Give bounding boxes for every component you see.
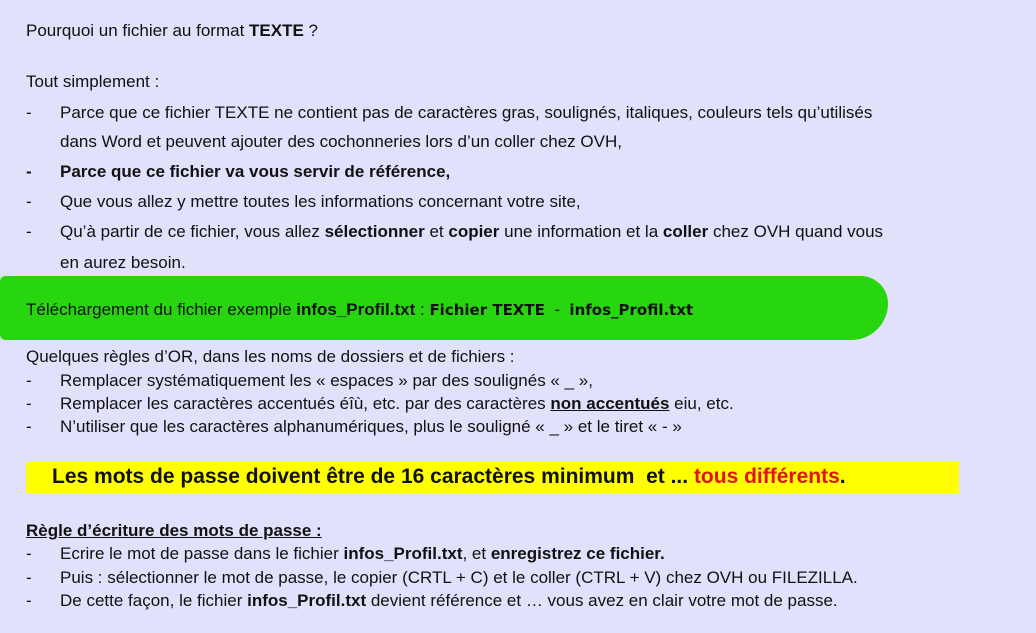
bullet-dash: - <box>26 103 32 122</box>
password-different: tous différents <box>693 465 840 488</box>
writing-2-text: Puis : sélectionner le mot de passe, le copier (CRTL + C) et le coller (CTRL + V) chez OVH ou FILEZILLA. <box>60 568 858 587</box>
reason-4-paste: coller <box>662 222 709 241</box>
writing-1-a: Ecrire le mot de passe dans le fichier <box>60 544 344 563</box>
password-main: Les mots de passe doivent être de 16 caractères minimum et ... <box>52 465 694 488</box>
download-prefix: Téléchargement du fichier exemple <box>26 300 297 319</box>
reason-4-copy: copier <box>448 222 500 241</box>
reason-4-a: Qu’à partir de ce fichier, vous allez <box>60 222 325 241</box>
reason-3-text: Que vous allez y mettre toutes les informations concernant votre site, <box>60 192 581 211</box>
rule-1-text: Remplacer systématiquement les « espaces » par des soulignés « _ », <box>60 371 593 390</box>
reason-4-line1 <box>60 222 883 242</box>
writing-3-text <box>60 591 838 611</box>
rule-2-c: eiu, etc. <box>669 394 734 413</box>
writing-heading: Règle d’écriture des mots de passe : <box>26 521 322 540</box>
writing-3-c: devient référence et … vous avez en clair votre mot de passe. <box>366 591 838 610</box>
bullet-dash: - <box>26 192 32 211</box>
reason-1-line2: dans Word et peuvent ajouter des cochonneries lors d’un coller chez OVH, <box>60 132 622 151</box>
download-link-profil[interactable]: infos_Profil.txt <box>569 301 694 319</box>
bullet-dash: - <box>26 417 32 436</box>
password-end: . <box>839 465 846 488</box>
download-link-text-file[interactable]: Fichier TEXTE <box>429 301 545 319</box>
writing-1-c: , et <box>462 544 491 563</box>
bullet-dash: - <box>26 568 32 587</box>
intro-question <box>26 21 318 41</box>
question-prefix: Pourquoi un fichier au format <box>26 21 250 40</box>
reason-4-e: une information et la <box>499 222 663 241</box>
password-banner <box>52 465 846 489</box>
rules-heading: Quelques règles d’OR, dans les noms de dossiers et de fichiers : <box>26 347 515 366</box>
download-file: infos_Profil.txt <box>296 300 416 319</box>
reason-2-text: Parce que ce fichier va vous servir de référence, <box>60 162 451 181</box>
question-suffix: ? <box>303 21 318 40</box>
rule-3-text: N’utiliser que les caractères alphanumériques, plus le souligné « _ » et le tiret « - » <box>60 417 682 436</box>
bullet-dash: - <box>26 591 32 610</box>
bullet-dash: - <box>26 544 32 563</box>
writing-1-file: infos_Profil.txt <box>343 544 463 563</box>
question-bold: TEXTE <box>249 21 304 40</box>
reason-4-line2: en aurez besoin. <box>60 253 186 272</box>
reason-4-c: et <box>424 222 449 241</box>
bullet-dash: - <box>26 222 32 241</box>
download-line <box>26 300 693 320</box>
writing-1-save: enregistrez ce fichier. <box>490 544 665 563</box>
rule-2-a: Remplacer les caractères accentués éîù, etc. par des caractères <box>60 394 551 413</box>
bullet-dash: - <box>26 162 32 181</box>
download-colon: : <box>415 300 430 319</box>
intro-simply: Tout simplement : <box>26 72 160 91</box>
reason-4-select: sélectionner <box>324 222 425 241</box>
writing-1-text <box>60 544 665 564</box>
writing-3-file: infos_Profil.txt <box>247 591 367 610</box>
download-separator: - <box>544 300 570 319</box>
rule-2-unaccented: non accentués <box>550 394 670 413</box>
bullet-dash: - <box>26 371 32 390</box>
rule-2-text <box>60 394 734 414</box>
bullet-dash: - <box>26 394 32 413</box>
writing-3-a: De cette façon, le fichier <box>60 591 248 610</box>
reason-1-line1: Parce que ce fichier TEXTE ne contient pas de caractères gras, soulignés, italiques, couleurs tels qu’utilisés <box>60 103 873 122</box>
reason-4-g: chez OVH quand vous <box>708 222 884 241</box>
